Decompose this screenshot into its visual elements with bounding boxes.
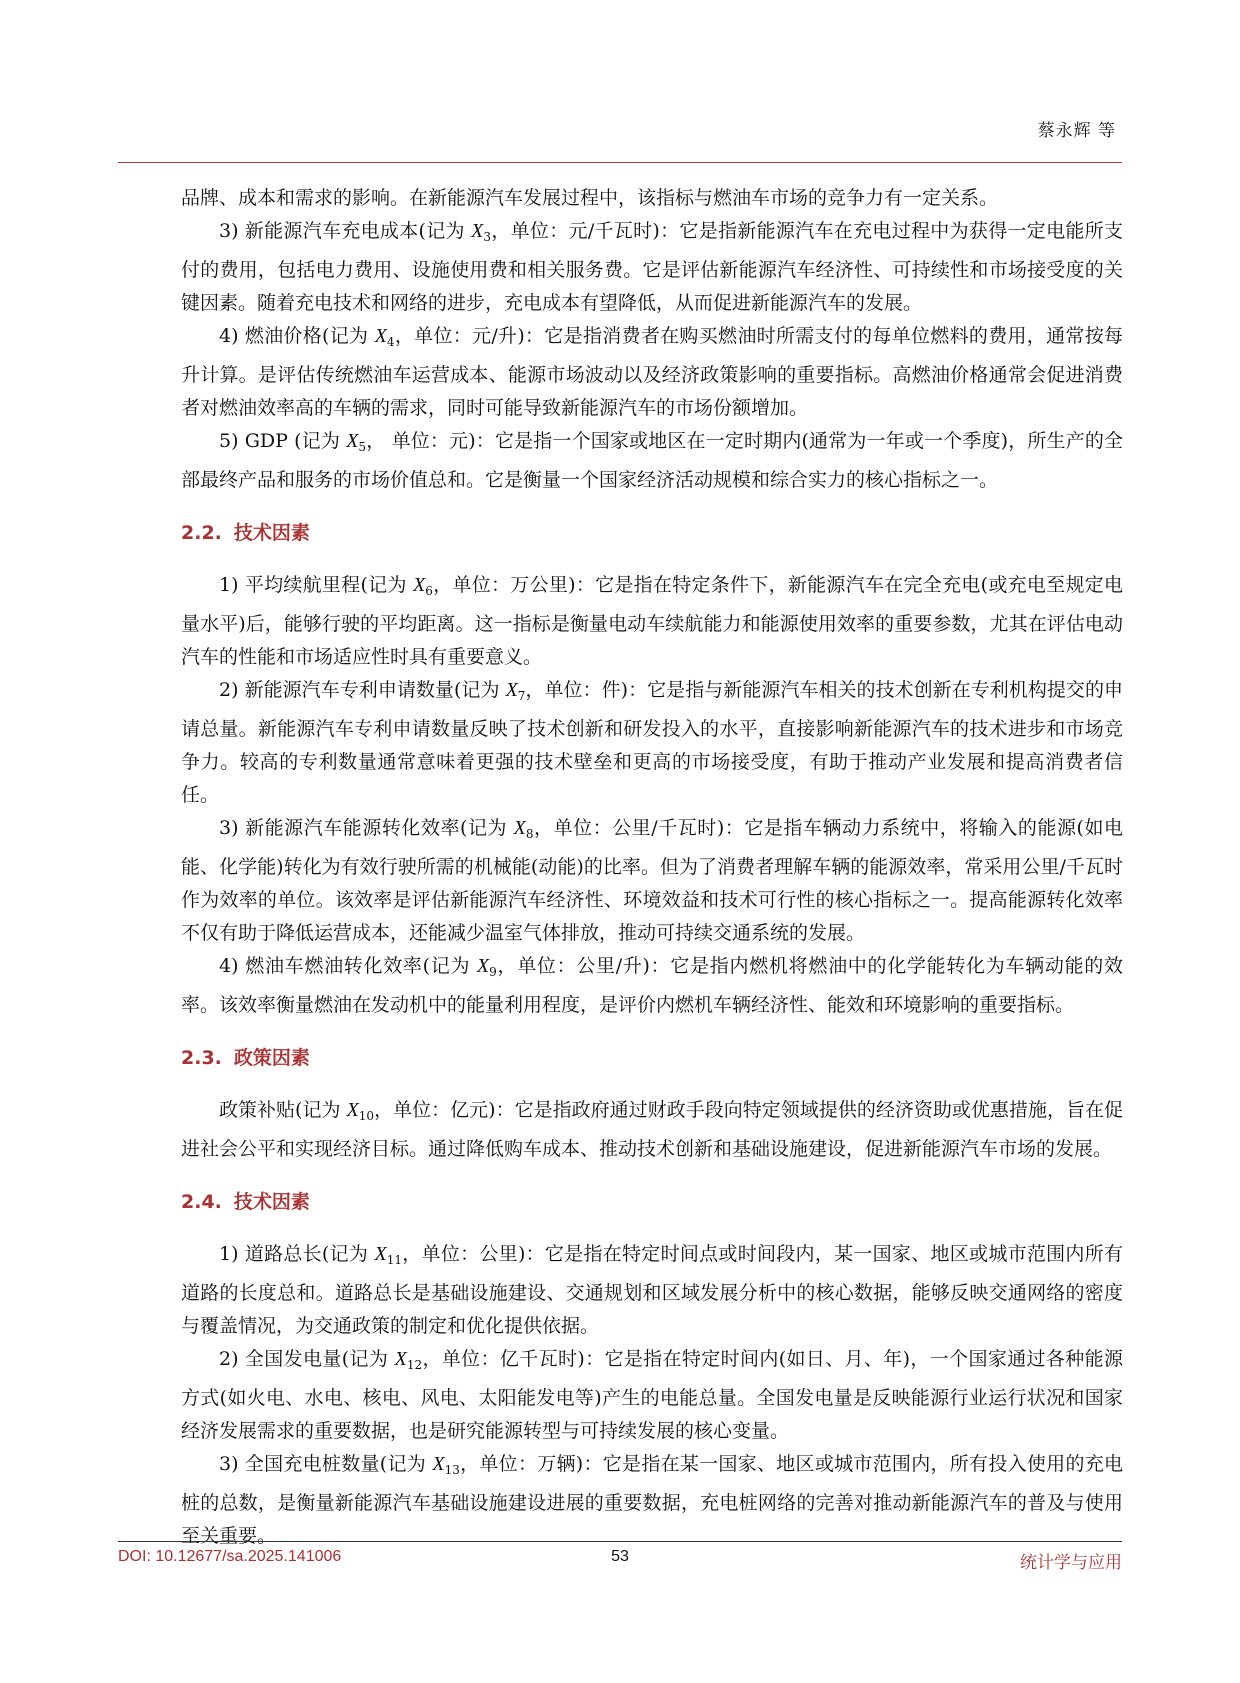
paragraph-continuation: 品牌、成本和需求的影响。在新能源汽车发展过程中，该指标与燃油车市场的竞争力有一定关系。 <box>181 187 999 209</box>
indicator-paragraph <box>181 215 1123 320</box>
indicator-description: ，单位：件)：它是指与新能源汽车相关的技术创新在专利机构提交的申请总量。新能源汽车专利申请数量反映了技术创新和研发投入的水平，直接影响新能源汽车的技术进步和市场竞争力。较高的专利数量通常意味着更强的技术壁垒和更高的市场接受度，有助于推动产业发展和提高消费者信任。 <box>181 679 1123 806</box>
indicator-description: ，单位：公里/千瓦时)：它是指车辆动力系统中，将输入的能源(如电能、化学能)转化为有效行驶所需的机械能(动能)的比率。但为了消费者理解车辆的能源效率，常采用公里/千瓦时作为效率的单位。该效率是评估新能源汽车经济性、环境效益和技术可行性的核心指标之一。提高能源转化效率不仅有助于降低运营成本，还能减少温室气体排放，推动可持续交通系统的发展。 <box>181 817 1123 944</box>
variable-subscript: 4 <box>386 335 395 349</box>
footer-page-number: 53 <box>611 1548 629 1565</box>
indicator-text: 5) GDP (记为 <box>219 430 347 452</box>
indicator-text: 3) 新能源汽车充电成本(记为 <box>219 220 472 242</box>
indicator-description: ， 单位：元)：它是指一个国家或地区在一定时期内(通常为一年或一个季度)，所生产的全部最终产品和服务的市场价值总和。它是衡量一个国家经济活动规模和综合实力的核心指标之一。 <box>181 430 1123 491</box>
indicator-paragraph <box>181 1448 1123 1553</box>
section-number: 2.3. <box>181 1047 222 1069</box>
variable-subscript: 9 <box>489 965 497 979</box>
section-number: 2.2. <box>181 522 222 544</box>
section-title: 技术因素 <box>233 1191 310 1213</box>
indicator-paragraph <box>181 320 1123 425</box>
footer-journal-name: 统计学与应用 <box>1020 1553 1122 1572</box>
indicator-text: 1) 道路总长(记为 <box>219 1243 375 1265</box>
indicator-text: 3) 全国充电桩数量(记为 <box>219 1453 433 1475</box>
variable-subscript: 8 <box>525 827 534 841</box>
indicator-text: 2) 全国发电量(记为 <box>219 1348 395 1370</box>
variable-symbol: X <box>346 1099 359 1121</box>
variable-subscript: 13 <box>444 1463 460 1477</box>
indicator-description: ，单位：亿元)：它是指政府通过财政手段向特定领域提供的经济资助或优惠措施，旨在促进社会公平和实现经济目标。通过降低购车成本、推动技术创新和基础设施建设，促进新能源汽车市场的发展。 <box>181 1099 1123 1160</box>
indicator-paragraph <box>181 950 1123 1022</box>
indicator-description: ，单位：万公里)：它是指在特定条件下，新能源汽车在完全充电(或充电至规定电量水平)后，能够行驶的平均距离。这一指标是衡量电动车续航能力和能源使用效率的重要参数，尤其在评估电动汽车的性能和市场适应性时具有重要意义。 <box>181 574 1123 668</box>
section-economic-continued <box>181 215 1123 497</box>
variable-subscript: 5 <box>358 440 367 454</box>
indicator-paragraph <box>181 569 1123 674</box>
section-heading <box>181 1188 1123 1216</box>
section-title: 技术因素 <box>233 522 310 544</box>
indicator-text: 4) 燃油价格(记为 <box>219 325 375 347</box>
variable-subscript: 11 <box>386 1253 402 1267</box>
header-divider <box>118 162 1122 163</box>
indicator-paragraph <box>181 1343 1123 1448</box>
footer-doi[interactable]: DOI: 10.12677/sa.2025.141006 <box>118 1548 342 1565</box>
indicator-text: 1) 平均续航里程(记为 <box>219 574 414 596</box>
indicator-paragraph <box>181 812 1123 950</box>
variable-symbol: X <box>346 430 359 452</box>
variable-symbol: X <box>394 1348 407 1370</box>
variable-subscript: 12 <box>406 1358 423 1372</box>
indicator-paragraph <box>181 425 1123 497</box>
indicator-description: ，单位：元/千瓦时)：它是指新能源汽车在充电过程中为获得一定电能所支付的费用，包括电力费用、设施使用费和相关服务费。它是评估新能源汽车经济性、可持续性和市场接受度的关键因素。随着充电技术和网络的进步，充电成本有望降低，从而促进新能源汽车的发展。 <box>181 220 1123 314</box>
indicator-paragraph <box>181 1238 1123 1343</box>
indicator-text: 3) 新能源汽车能源转化效率(记为 <box>219 817 514 839</box>
indicator-text: 4) 燃油车燃油转化效率(记为 <box>219 955 477 977</box>
running-header-author: 蔡永辉 等 <box>1037 121 1116 141</box>
variable-subscript: 7 <box>517 689 526 703</box>
variable-subscript: 10 <box>358 1109 375 1123</box>
variable-symbol: X <box>513 817 526 839</box>
variable-symbol: X <box>505 679 518 701</box>
variable-symbol: X <box>432 1453 445 1475</box>
variable-subscript: 6 <box>425 584 433 598</box>
variable-subscript: 3 <box>483 230 492 244</box>
page-footer <box>118 1548 1122 1578</box>
indicator-description: ，单位：公里)：它是指在特定时间点或时间段内，某一国家、地区或城市范围内所有道路的长度总和。道路总长是基础设施建设、交通规划和区域发展分析中的核心数据，能够反映交通网络的密度与覆盖情况，为交通政策的制定和优化提供依据。 <box>181 1243 1123 1337</box>
indicator-description: ，单位：元/升)：它是指消费者在购买燃油时所需支付的每单位燃料的费用，通常按每升计算。是评估传统燃油车运营成本、能源市场波动以及经济政策影响的重要指标。高燃油价格通常会促进消费者对燃油效率高的车辆的需求，同时可能导致新能源汽车的市场份额增加。 <box>181 325 1123 419</box>
variable-symbol: X <box>471 220 484 242</box>
indicator-description: ，单位：亿千瓦时)：它是指在特定时间内(如日、月、年)，一个国家通过各种能源方式(如火电、水电、核电、风电、太阳能发电等)产生的电能总量。全国发电量是反映能源行业运行状况和国家经济发展需求的重要数据，也是研究能源转型与可持续发展的核心变量。 <box>181 1348 1123 1442</box>
indicator-description: ，单位：万辆)：它是指在某一国家、地区或城市范围内，所有投入使用的充电桩的总数，是衡量新能源汽车基础设施建设进展的重要数据，充电桩网络的完善对推动新能源汽车的普及与使用至关重要。 <box>181 1453 1123 1547</box>
variable-symbol: X <box>476 955 490 977</box>
variable-symbol: X <box>413 574 426 596</box>
sections-container <box>181 519 1123 1553</box>
section-number: 2.4. <box>181 1191 222 1213</box>
section-heading <box>181 1044 1123 1072</box>
section-title: 政策因素 <box>233 1047 310 1069</box>
indicator-paragraph <box>181 1094 1123 1166</box>
footer-divider <box>118 1541 1122 1542</box>
indicator-description: ，单位：公里/升)：它是指内燃机将燃油中的化学能转化为车辆动能的效率。该效率衡量燃油在发动机中的能量利用程度，是评价内燃机车辆经济性、能效和环境影响的重要指标。 <box>181 955 1123 1016</box>
indicator-paragraph <box>181 674 1123 812</box>
article-body <box>181 182 1123 1553</box>
variable-symbol: X <box>374 1243 387 1265</box>
section-heading <box>181 519 1123 547</box>
indicator-text: 2) 新能源汽车专利申请数量(记为 <box>219 679 506 701</box>
indicator-text: 政策补贴(记为 <box>219 1099 347 1121</box>
variable-symbol: X <box>374 325 387 347</box>
